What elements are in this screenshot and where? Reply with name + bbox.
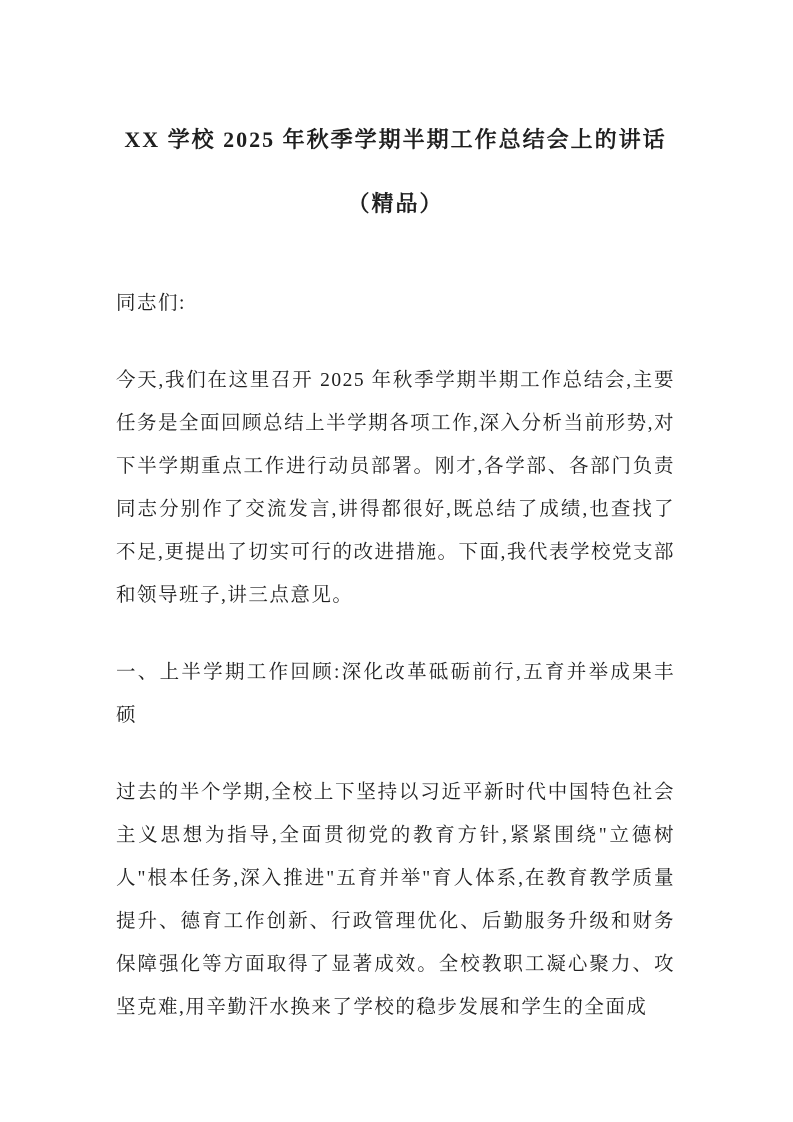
document-title-block [116, 108, 675, 236]
section-heading-1: 一、上半学期工作回顾:深化改革砥砺前行,五育并举成果丰硕 [116, 662, 675, 726]
paragraph-intro: 今天,我们在这里召开 2025 年秋季学期半期工作总结会,主要任务是全面回顾总结上半学期各项工作,深入分析当前形势,对下半学期重点工作进行动员部署。刚才,各学部、各部门负责同志分别作了交流发言,讲得都很好,既总结了成绩,也查找了不足,更提出了切实可行的改进措施。下面,我代表学校党支部和领导班子,讲三点意见。 [116, 370, 675, 606]
document-title: XX 学校 2025 年秋季学期半期工作总结会上的讲话 [124, 127, 667, 152]
paragraph-salutation: 同志们: [116, 293, 186, 314]
document-subtitle: （精品） [347, 191, 444, 216]
paragraph-section1-body: 过去的半个学期,全校上下坚持以习近平新时代中国特色社会主义思想为指导,全面贯彻党的教育方针,紧紧围绕"立德树人"根本任务,深入推进"五育并举"育人体系,在教育教学质量提升、德育工作创新、行政管理优化、后勤服务升级和财务保障强化等方面取得了显著成效。全校教职工凝心聚力、攻坚克难,用辛勤汗水换来了学校的稳步发展和学生的全面成 [116, 782, 675, 1018]
